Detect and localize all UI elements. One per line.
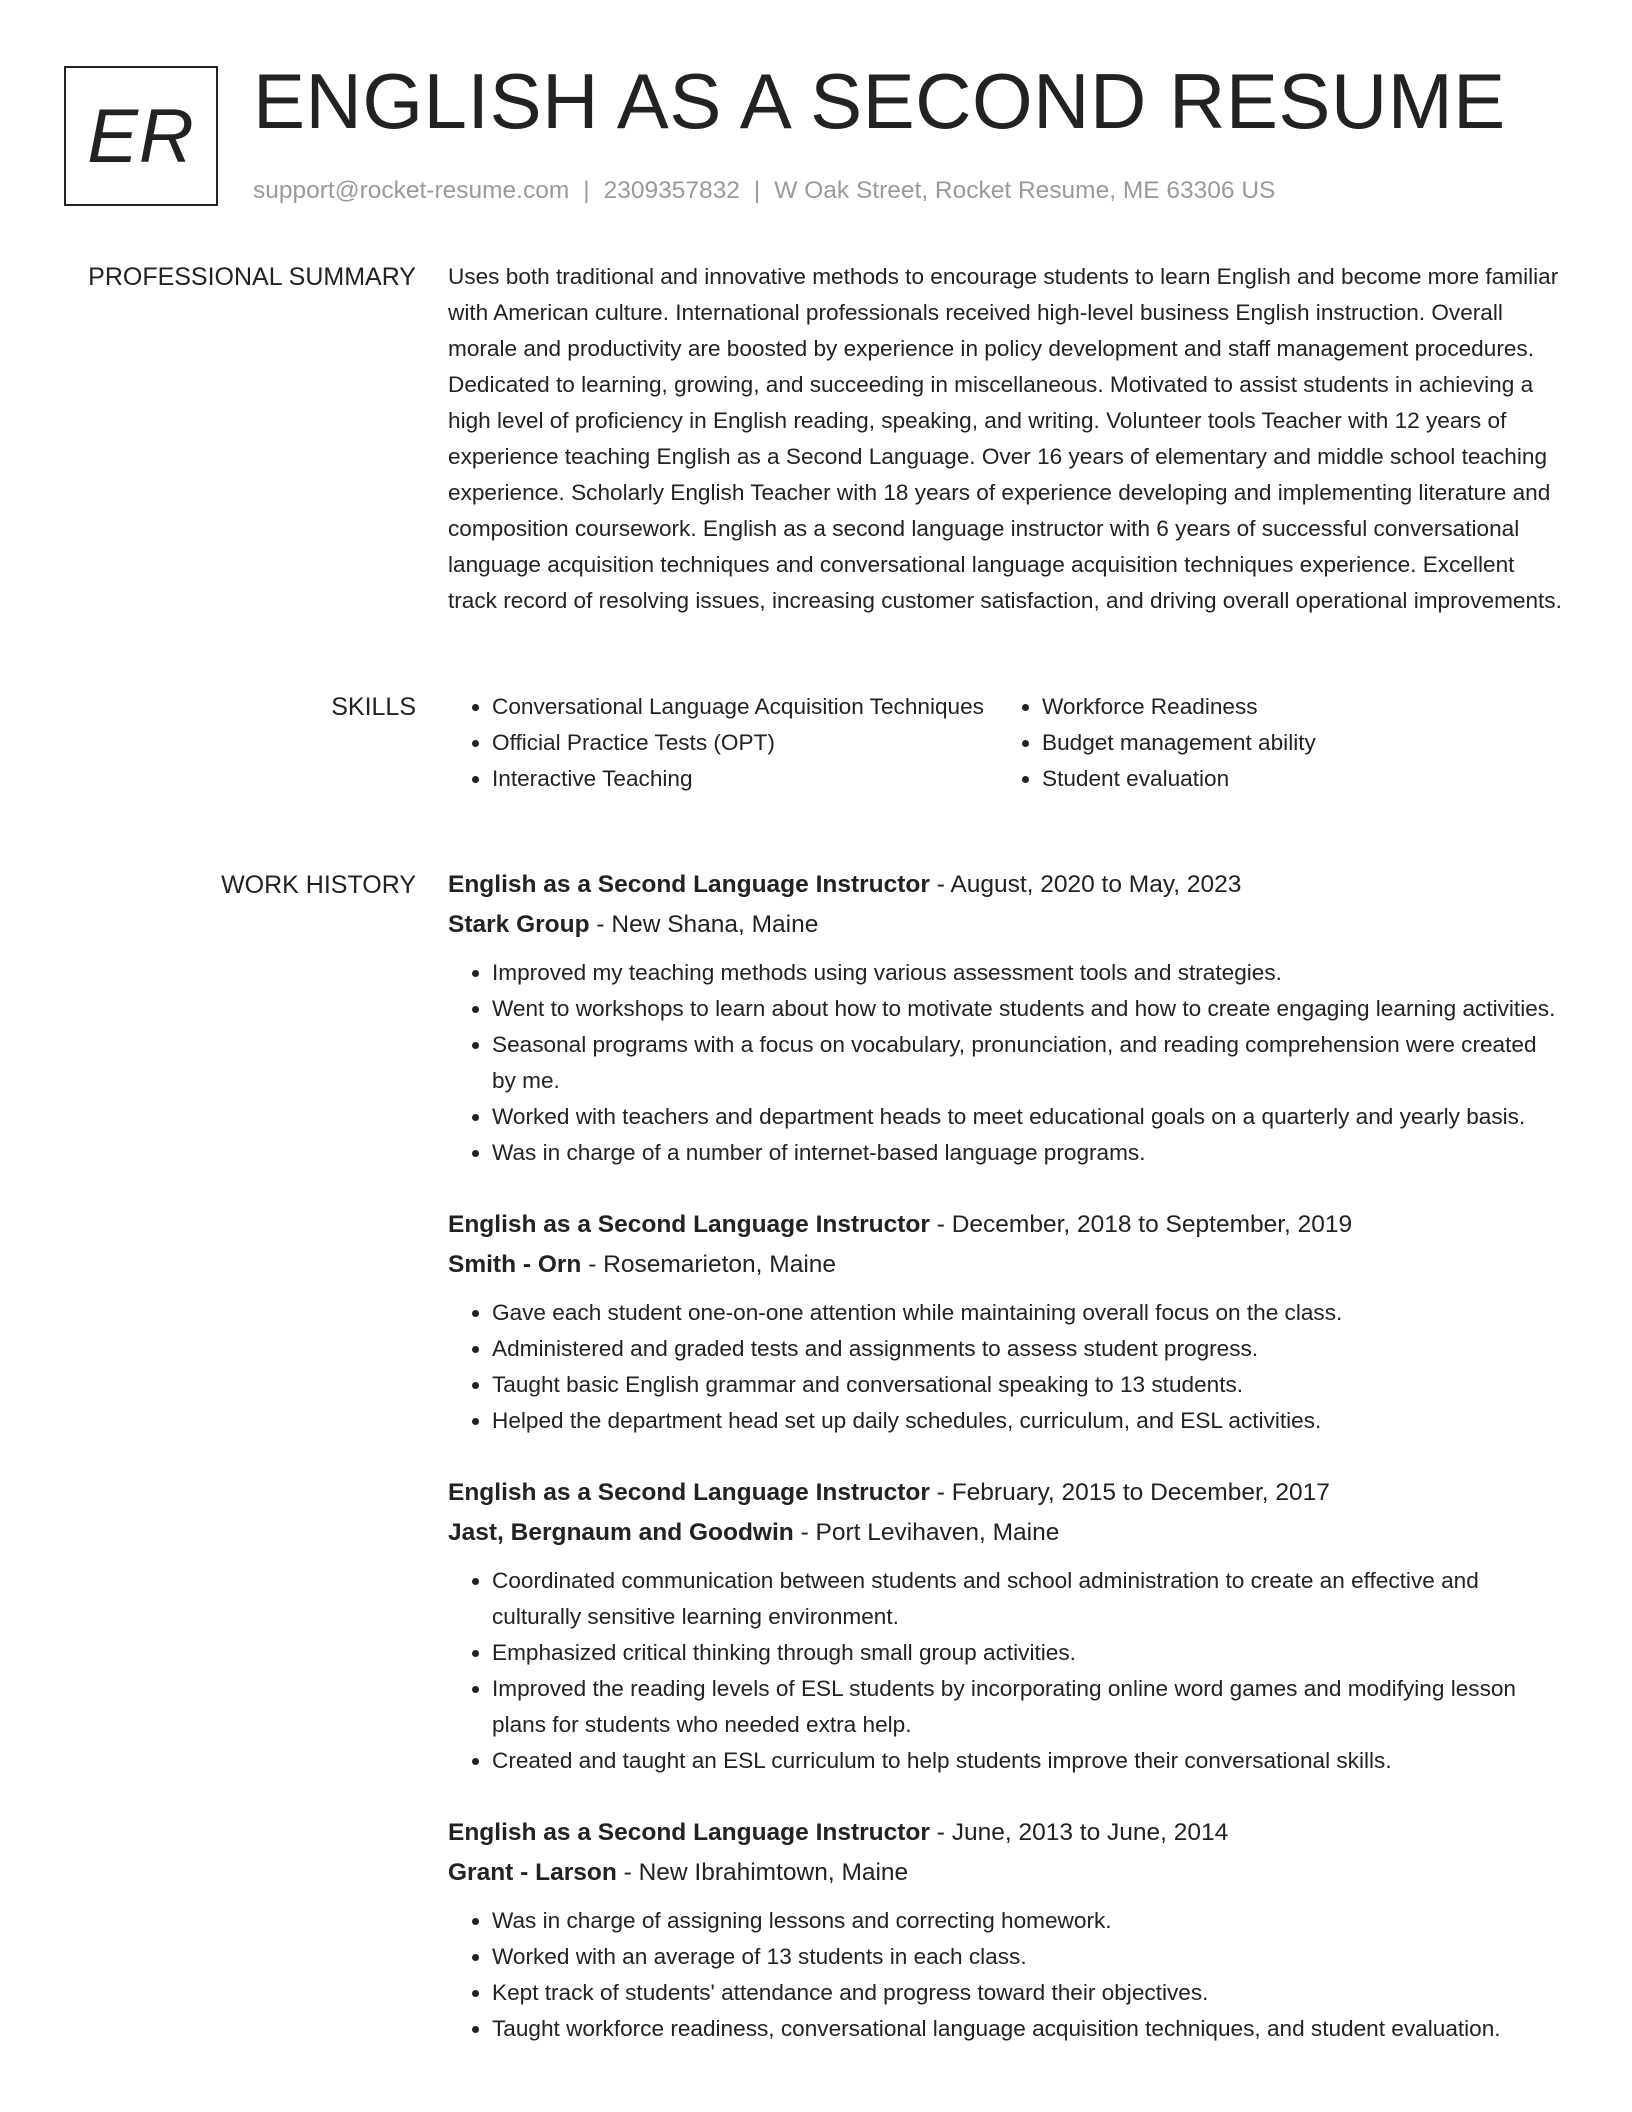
section-title-summary: PROFESSIONAL SUMMARY bbox=[88, 263, 416, 291]
job-entry bbox=[448, 1205, 1566, 1439]
contact-separator: | bbox=[583, 177, 590, 204]
job-bullet: • Improved my teaching methods using various assessment tools and strategies. bbox=[492, 955, 1566, 991]
job-title-line bbox=[448, 1473, 1566, 1513]
job-bullet: • Helped the department head set up daily schedules, curriculum, and ESL activities. bbox=[492, 1403, 1566, 1439]
job-bullet: • Emphasized critical thinking through small group activities. bbox=[492, 1635, 1566, 1671]
job-bullet: • Coordinated communication between students and school administration to create an effective and culturally sensitive learning environment. bbox=[492, 1563, 1566, 1635]
work-body bbox=[448, 865, 1566, 2081]
job-location: Rosemarieton, Maine bbox=[603, 1251, 837, 1278]
job-separator: - bbox=[929, 1211, 952, 1238]
job-entry bbox=[448, 1473, 1566, 1779]
job-company-line bbox=[448, 1245, 1566, 1285]
section-title-skills: SKILLS bbox=[331, 693, 416, 721]
job-dates: June, 2013 to June, 2014 bbox=[951, 1819, 1229, 1846]
job-bullet: • Taught basic English grammar and conversational speaking to 13 students. bbox=[492, 1367, 1566, 1403]
job-bullet: • Created and taught an ESL curriculum to help students improve their conversational skills. bbox=[492, 1743, 1566, 1779]
job-location: New Ibrahimtown, Maine bbox=[638, 1859, 909, 1886]
job-title: English as a Second Language Instructor bbox=[448, 871, 930, 898]
job-separator: - bbox=[929, 871, 951, 898]
job-title: English as a Second Language Instructor bbox=[448, 1819, 930, 1846]
job-bullet: • Improved the reading levels of ESL students by incorporating online word games and modifying lesson plans for students who needed extra help. bbox=[492, 1671, 1566, 1743]
job-title-line bbox=[448, 1813, 1566, 1853]
skills-list-right bbox=[998, 689, 1548, 797]
contact-email: support@rocket-resume.com bbox=[253, 177, 570, 204]
job-separator: - bbox=[616, 1859, 639, 1886]
job-company-line bbox=[448, 1513, 1566, 1553]
job-separator: - bbox=[929, 1479, 952, 1506]
job-bullet: • Worked with teachers and department heads to meet educational goals on a quarterly and yearly basis. bbox=[492, 1099, 1566, 1135]
skills-column-left bbox=[448, 689, 998, 797]
job-bullets bbox=[448, 1563, 1566, 1779]
contact-line bbox=[253, 174, 1275, 208]
job-separator: - bbox=[793, 1519, 816, 1546]
job-location: Port Levihaven, Maine bbox=[815, 1519, 1060, 1546]
job-separator: - bbox=[581, 1251, 604, 1278]
monogram-logo: ER bbox=[64, 66, 218, 206]
skills-body bbox=[448, 689, 1566, 797]
job-bullet: • Taught workforce readiness, conversational language acquisition techniques, and student evaluation. bbox=[492, 2011, 1566, 2047]
contact-address: W Oak Street, Rocket Resume, ME 63306 US bbox=[774, 177, 1276, 204]
job-bullet: • Was in charge of assigning lessons and correcting homework. bbox=[492, 1903, 1566, 1939]
skill-item: • Student evaluation bbox=[1042, 761, 1548, 797]
skill-item: • Official Practice Tests (OPT) bbox=[492, 725, 998, 761]
skills-columns bbox=[448, 689, 1566, 797]
skill-item: • Conversational Language Acquisition Techniques bbox=[492, 689, 998, 725]
job-company: Stark Group bbox=[448, 911, 590, 938]
job-title-line bbox=[448, 1205, 1566, 1245]
resume-name: ENGLISH AS A SECOND RESUME bbox=[253, 57, 1506, 145]
job-company: Smith - Orn bbox=[448, 1251, 582, 1278]
job-entry bbox=[448, 1813, 1566, 2047]
job-location: New Shana, Maine bbox=[611, 911, 819, 938]
job-company-line bbox=[448, 905, 1566, 945]
job-separator: - bbox=[589, 911, 612, 938]
job-bullet: • Seasonal programs with a focus on vocabulary, pronunciation, and reading comprehension were created by me. bbox=[492, 1027, 1566, 1099]
job-bullets bbox=[448, 1903, 1566, 2047]
job-title: English as a Second Language Instructor bbox=[448, 1211, 930, 1238]
skill-item: • Workforce Readiness bbox=[1042, 689, 1548, 725]
job-dates: December, 2018 to September, 2019 bbox=[951, 1211, 1353, 1238]
skill-item: • Budget management ability bbox=[1042, 725, 1548, 761]
section-title-work: WORK HISTORY bbox=[221, 871, 416, 899]
job-title: English as a Second Language Instructor bbox=[448, 1479, 930, 1506]
contact-separator: | bbox=[753, 177, 761, 204]
job-company: Grant - Larson bbox=[448, 1859, 617, 1886]
job-bullet: • Gave each student one-on-one attention while maintaining overall focus on the class. bbox=[492, 1295, 1566, 1331]
job-dates: August, 2020 to May, 2023 bbox=[950, 871, 1242, 898]
job-entry bbox=[448, 865, 1566, 1171]
job-title-line bbox=[448, 865, 1566, 905]
job-company: Jast, Bergnaum and Goodwin bbox=[448, 1519, 794, 1546]
skill-item: • Interactive Teaching bbox=[492, 761, 998, 797]
skills-column-right bbox=[998, 689, 1548, 797]
job-bullets bbox=[448, 1295, 1566, 1439]
skills-list-left bbox=[448, 689, 998, 797]
job-bullet: • Worked with an average of 13 students in each class. bbox=[492, 1939, 1566, 1975]
contact-phone: 2309357832 bbox=[603, 177, 740, 204]
job-bullet: • Kept track of students' attendance and progress toward their objectives. bbox=[492, 1975, 1566, 2011]
job-bullet: • Was in charge of a number of internet-based language programs. bbox=[492, 1135, 1566, 1171]
job-company-line bbox=[448, 1853, 1566, 1893]
summary-body bbox=[448, 259, 1566, 619]
job-bullet: • Administered and graded tests and assignments to assess student progress. bbox=[492, 1331, 1566, 1367]
job-separator: - bbox=[929, 1819, 952, 1846]
job-bullet: • Went to workshops to learn about how to motivate students and how to create engaging learning activities. bbox=[492, 991, 1566, 1027]
job-bullets bbox=[448, 955, 1566, 1171]
summary-text: Uses both traditional and innovative methods to encourage students to learn English and become more familiar with American culture. International professionals received high-level business English instruction. Overall morale and productivity are boosted by experience in policy development and staff management procedures. Dedicated to learning, growing, and succeeding in miscellaneous. Motivated to assist students in achieving a high level of proficiency in English reading, speaking, and writing. Volunteer tools Teacher with 12 years of experience teaching English as a Second Language. Over 16 years of elementary and middle school teaching experience. Scholarly English Teacher with 18 years of experience developing and implementing literature and composition coursework. English as a second language instructor with 6 years of successful conversational language acquisition techniques and conversational language acquisition techniques experience. Excellent track record of resolving issues, increasing customer satisfaction, and driving overall operational improvements. bbox=[448, 264, 1562, 613]
job-dates: February, 2015 to December, 2017 bbox=[951, 1479, 1330, 1506]
